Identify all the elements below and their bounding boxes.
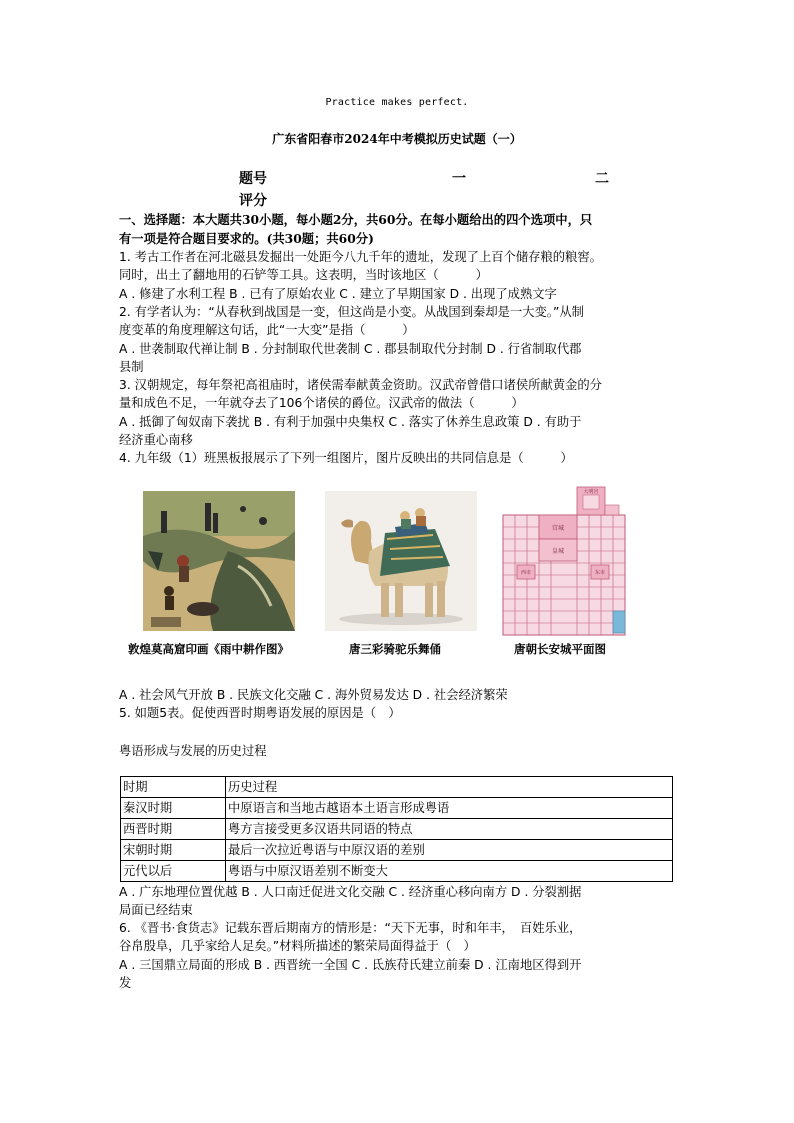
q4-line1: 4. 九年级（1）班黑板报展示了下列一组图片，图片反映出的共同信息是（ ） <box>119 451 573 465</box>
table-row <box>121 798 673 819</box>
q6-options-line2: 发 <box>119 976 132 990</box>
changan-map-image <box>498 485 633 637</box>
camel-image <box>325 491 477 631</box>
exam-title: 广东省阳春市2024年中考模拟历史试题（一） <box>272 132 522 146</box>
q2-options-line2: 县制 <box>119 360 144 374</box>
changan-map <box>498 485 633 637</box>
table-cell-process: 最后一次拉近粤语与中原汉语的差别 <box>226 840 673 861</box>
q3-options-line2: 经济重心南移 <box>119 433 193 447</box>
camel-illustration <box>325 491 477 631</box>
q6-line2: 谷帛殷阜，几乎家给人足矣。”材料所描述的繁荣局面得益于（ ） <box>119 939 476 953</box>
mural-image <box>143 491 295 631</box>
score-row-label: 评分 <box>239 193 267 209</box>
map-label-imperial: 皇城 <box>551 548 565 555</box>
caption-map: 唐朝长安城平面图 <box>514 642 606 656</box>
table-row <box>121 840 673 861</box>
table-cell-process: 中原语言和当地古越语本土语言形成粤语 <box>226 798 673 819</box>
q2-line2: 度变革的角度理解这句话，此“一大变”是指（ ） <box>119 323 415 337</box>
page-header: Practice makes perfect. <box>325 97 469 108</box>
table-cell-process: 粤方言接受更多汉语共同语的特点 <box>226 819 673 840</box>
q5-options-line1: A . 广东地理位置优越 B . 人口南迁促进文化交融 C . 经济重心移向南方 D . 分裂割据 <box>119 885 582 899</box>
map-label-daming: 大明宫 <box>583 489 599 495</box>
q5-table-title: 粤语形成与发展的历史过程 <box>119 744 267 758</box>
table-cell-period: 宋朝时期 <box>121 840 226 861</box>
table-cell-period: 元代以后 <box>121 861 226 882</box>
score-col-1: 一 <box>452 171 466 187</box>
table-header-row <box>121 777 673 798</box>
table-header-period: 时期 <box>121 777 226 798</box>
q3-options-line1: A . 抵御了匈奴南下袭扰 B . 有利于加强中央集权 C . 落实了休养生息政策 D . 有助于 <box>119 415 582 429</box>
q1-options: A . 修建了水利工程 B . 已有了原始农业 C . 建立了早期国家 D . 出现了成熟文字 <box>119 287 557 301</box>
score-col-2: 二 <box>595 171 609 187</box>
map-label-palace: 宫城 <box>551 525 565 532</box>
q5-line1: 5. 如题5表。促使西晋时期粤语发展的原因是（ ） <box>119 706 401 720</box>
table-cell-process: 粤语与中原汉语差别不断变大 <box>226 861 673 882</box>
caption-mural: 敦煌莫高窟印画《雨中耕作图》 <box>128 642 289 656</box>
q5-options-line2: 局面已经结束 <box>119 903 193 917</box>
map-label-west-market: 西市 <box>520 570 532 576</box>
score-col-label: 题号 <box>239 171 267 187</box>
section-heading-line2: 有一项是符合题目要求的。(共30题；共60分) <box>119 231 374 246</box>
map-label-east-market: 东市 <box>594 570 606 576</box>
q4-options: A . 社会风气开放 B . 民族文化交融 C . 海外贸易发达 D . 社会经济繁荣 <box>119 688 508 702</box>
q1-line2: 同时，出土了翻地用的石铲等工具。这表明，当时该地区（ ） <box>119 268 488 282</box>
table-header-process: 历史过程 <box>226 777 673 798</box>
q3-line1: 3. 汉朝规定，每年祭祀高祖庙时，诸侯需奉献黄金资助。汉武帝曾借口诸侯所献黄金的分 <box>119 378 602 392</box>
q2-line1: 2. 有学者认为：“从春秋到战国是一变，但这尚是小变。从战国到秦却是一大变。”从制 <box>119 305 584 319</box>
yue-history-table <box>120 776 673 882</box>
caption-camel: 唐三彩骑驼乐舞俑 <box>349 642 441 656</box>
q1-line1: 1. 考古工作者在河北磁县发掘出一处距今八九千年的遗址，发现了上百个储存粮的粮窖。 <box>119 250 602 264</box>
section-heading-line1: 一、选择题：本大题共30小题，每小题2分，共60分。在每小题给出的四个选项中，只 <box>119 212 593 227</box>
table-row <box>121 861 673 882</box>
table-row <box>121 819 673 840</box>
q6-options-line1: A . 三国鼎立局面的形成 B . 西晋统一全国 C . 氐族苻氏建立前秦 D . 江南地区得到开 <box>119 958 582 972</box>
q6-line1: 6. 《晋书·食货志》记载东晋后期南方的情形是：“天下无事，时和年丰， 百姓乐业， <box>119 921 582 935</box>
table-cell-period: 秦汉时期 <box>121 798 226 819</box>
q3-line2: 量和成色不足，一年就夺去了106个诸侯的爵位。汉武帝的做法（ ） <box>119 396 524 410</box>
q2-options-line1: A . 世袭制取代禅让制 B . 分封制取代世袭制 C . 郡县制取代分封制 D . 行省制取代郡 <box>119 342 582 356</box>
table-cell-period: 西晋时期 <box>121 819 226 840</box>
mural-illustration <box>143 491 295 631</box>
